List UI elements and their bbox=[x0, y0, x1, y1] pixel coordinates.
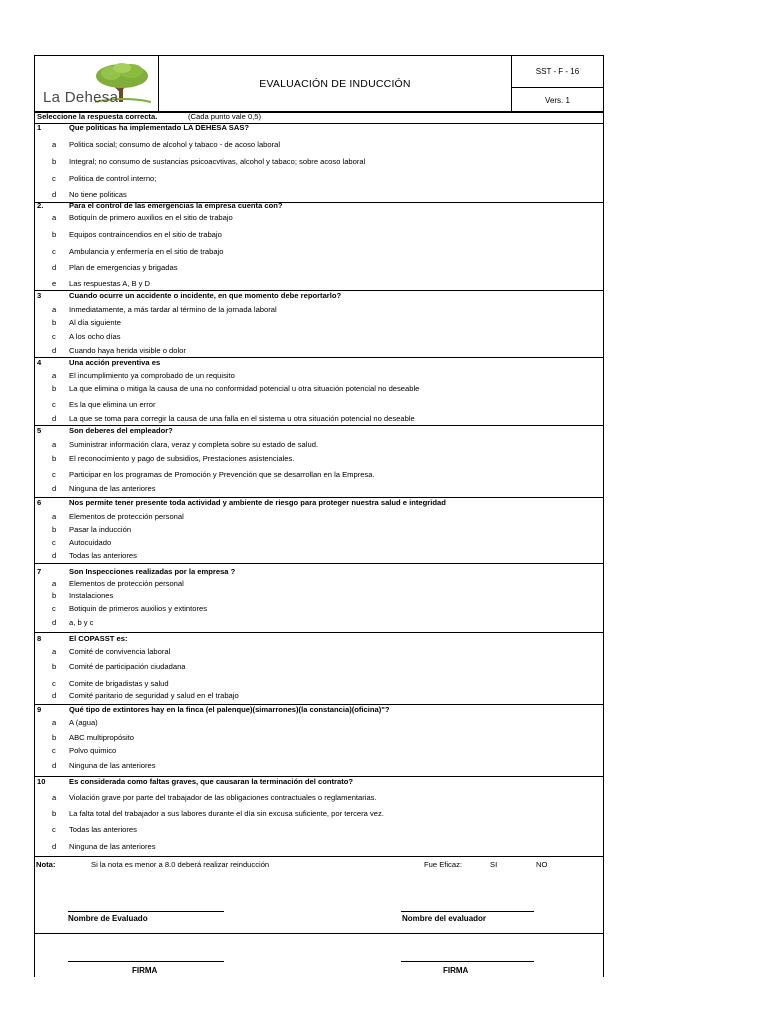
question-text: Que politicas ha implementado LA DEHESA SAS? bbox=[69, 123, 250, 132]
option-letter[interactable]: b bbox=[52, 733, 57, 742]
question-number: 9 bbox=[37, 705, 42, 714]
option-letter[interactable]: d bbox=[52, 414, 57, 423]
logo-text: La Dehesa bbox=[43, 89, 119, 106]
option-text[interactable]: No tiene politicas bbox=[69, 190, 127, 199]
option-text[interactable]: Ambulancia y enfermería en el sitio de trabajo bbox=[69, 247, 224, 256]
form-title: EVALUACIÓN DE INDUCCIÓN bbox=[159, 56, 512, 112]
option-letter[interactable]: a bbox=[52, 512, 57, 521]
firma-right-line[interactable] bbox=[401, 961, 534, 962]
option-letter[interactable]: c bbox=[52, 470, 56, 479]
question-number: 1 bbox=[37, 123, 42, 132]
option-text[interactable]: A los ocho días bbox=[69, 332, 121, 341]
question-text: Nos permite tener presente toda actividad y ambiente de riesgo para proteger nuestra salud e integridad bbox=[69, 498, 446, 507]
option-text[interactable]: Elementos de protección personal bbox=[69, 512, 184, 521]
option-text[interactable]: Botiquin de primeros auxilios y extintores bbox=[69, 604, 208, 613]
question-number: 6 bbox=[37, 498, 42, 507]
option-letter[interactable]: c bbox=[52, 332, 56, 341]
option-letter[interactable]: e bbox=[52, 279, 57, 288]
option-text[interactable]: Todas las anteriores bbox=[69, 551, 137, 560]
option-text[interactable]: ABC multipropósito bbox=[69, 733, 134, 742]
option-text[interactable]: Equipos contraincendios en el sitio de trabajo bbox=[69, 230, 222, 239]
question-text: El COPASST es: bbox=[69, 634, 128, 643]
nota-text: Si la nota es menor a 8.0 deberá realizar reinducción bbox=[91, 860, 270, 869]
option-letter[interactable]: c bbox=[52, 604, 56, 613]
question-number: 2. bbox=[37, 201, 44, 210]
option-letter[interactable]: b bbox=[52, 384, 57, 393]
option-letter[interactable]: c bbox=[52, 400, 56, 409]
option-letter[interactable]: b bbox=[52, 230, 57, 239]
question-text: Son Inspecciones realizadas por la empresa ? bbox=[69, 567, 236, 576]
option-letter[interactable]: a bbox=[52, 647, 57, 656]
logo-cell bbox=[35, 56, 159, 112]
evaluation-form bbox=[34, 55, 604, 977]
option-letter[interactable]: a bbox=[52, 371, 57, 380]
evaluador-label: Nombre del evaluador bbox=[402, 914, 487, 923]
nota-label: Nota: bbox=[36, 860, 56, 869]
option-text[interactable]: El incumplimiento ya comprobado de un requisito bbox=[69, 371, 235, 380]
option-text[interactable]: Todas las anteriores bbox=[69, 825, 137, 834]
option-text[interactable]: a, b y c bbox=[69, 618, 94, 627]
option-text[interactable]: Autocuidado bbox=[69, 538, 112, 547]
question-text: Para el control de las emergencias la empresa cuenta con? bbox=[69, 201, 283, 210]
evaluado-name-line[interactable] bbox=[68, 911, 224, 912]
question-text: Qué tipo de extintores hay en la finca (el palenque)(simarrones)(la constancia)(oficina)"? bbox=[69, 705, 390, 714]
option-text[interactable]: Suministrar información clara, veraz y completa sobre su estado de salud. bbox=[69, 440, 319, 449]
option-text[interactable]: A (agua) bbox=[69, 718, 98, 727]
option-text[interactable]: La falta total del trabajador a sus labores durante el día sin excusa suficiente, por tercera vez. bbox=[69, 809, 384, 818]
form-header bbox=[35, 55, 603, 113]
row-separator bbox=[35, 563, 603, 564]
option-letter[interactable]: d bbox=[52, 618, 57, 627]
option-letter[interactable]: d bbox=[52, 551, 57, 560]
option-text[interactable]: Comité paritario de seguridad y salud en el trabajo bbox=[69, 691, 239, 700]
option-text[interactable]: Plan de emergencias y brigadas bbox=[69, 263, 178, 272]
option-text[interactable]: Participar en los programas de Promoción y Prevención que se desarrollan en la Empresa. bbox=[69, 470, 375, 479]
form-code: SST - F - 16 bbox=[512, 56, 603, 88]
question-number: 7 bbox=[37, 567, 42, 576]
option-letter[interactable]: b bbox=[52, 318, 57, 327]
option-text[interactable]: La que se toma para corregir la causa de una falla en el sistema u otra situación potencial no deseable bbox=[69, 414, 415, 423]
eficaz-no[interactable]: NO bbox=[536, 860, 548, 869]
option-text[interactable]: Comité de convivencia laboral bbox=[69, 647, 171, 656]
evaluador-name-line[interactable] bbox=[401, 911, 534, 912]
option-letter[interactable]: a bbox=[52, 140, 57, 149]
option-text[interactable]: Pasar la inducción bbox=[69, 525, 132, 534]
firma-left-line[interactable] bbox=[68, 961, 224, 962]
option-letter[interactable]: c bbox=[52, 679, 56, 688]
option-letter[interactable]: b bbox=[52, 591, 57, 600]
option-text[interactable]: Botiquín de primero auxilios en el sitio de trabajo bbox=[69, 213, 233, 222]
option-text[interactable]: Cuando haya herida visible o dolor bbox=[69, 346, 186, 355]
option-letter[interactable]: d bbox=[52, 484, 57, 493]
question-number: 4 bbox=[37, 358, 42, 367]
option-text[interactable]: Politica social; consumo de alcohol y tabaco - de acoso laboral bbox=[69, 140, 281, 149]
option-text[interactable]: Ninguna de las anteriores bbox=[69, 842, 156, 851]
evaluado-label: Nombre de Evaluado bbox=[68, 914, 148, 923]
option-letter[interactable]: a bbox=[52, 213, 57, 222]
option-text[interactable]: Al día siguiente bbox=[69, 318, 121, 327]
option-letter[interactable]: a bbox=[52, 718, 57, 727]
option-letter[interactable]: d bbox=[52, 761, 57, 770]
option-letter[interactable]: c bbox=[52, 746, 56, 755]
eficaz-label: Fue Eficaz: bbox=[424, 860, 462, 869]
option-text[interactable]: Ninguna de las anteriores bbox=[69, 761, 156, 770]
question-text: Cuando ocurre un accidente o incidente, en que momento debe reportarlo? bbox=[69, 291, 342, 300]
option-text[interactable]: Instalaciones bbox=[69, 591, 114, 600]
question-number: 10 bbox=[37, 777, 46, 786]
option-letter[interactable]: b bbox=[52, 525, 57, 534]
option-letter[interactable]: b bbox=[52, 157, 57, 166]
question-number: 8 bbox=[37, 634, 42, 643]
row-separator bbox=[35, 632, 603, 633]
option-letter[interactable]: a bbox=[52, 305, 57, 314]
option-letter[interactable]: b bbox=[52, 809, 57, 818]
option-text[interactable]: Ninguna de las anteriores bbox=[69, 484, 156, 493]
option-text[interactable]: Politica de control interno; bbox=[69, 174, 157, 183]
option-letter[interactable]: a bbox=[52, 440, 57, 449]
option-text[interactable]: El reconocimiento y pago de subsidios, Prestaciones asistenciales. bbox=[69, 454, 295, 463]
question-number: 5 bbox=[37, 426, 42, 435]
option-text[interactable]: Integral; no consumo de sustancias psicoacvtivas, alcohol y tabaco; sobre acoso laboral bbox=[69, 157, 366, 166]
option-text[interactable]: Es la que elimina un error bbox=[69, 400, 156, 409]
row-separator bbox=[35, 856, 603, 857]
option-letter[interactable]: b bbox=[52, 454, 57, 463]
option-text[interactable]: La que elimina o mitiga la causa de una no conformidad potencial u otra situación potencial no deseable bbox=[69, 384, 420, 393]
option-text[interactable]: Elementos de protección personal bbox=[69, 579, 184, 588]
instruction-text: Seleccione la respuesta correcta. bbox=[37, 112, 158, 121]
instruction-note: (Cada punto vale 0,5) bbox=[188, 112, 262, 121]
option-text[interactable]: Polvo quimico bbox=[69, 746, 117, 755]
option-text[interactable]: Inmediatamente, a más tardar al término de la jornada laboral bbox=[69, 305, 277, 314]
option-text[interactable]: Comite de brigadistas y salud bbox=[69, 679, 169, 688]
option-letter[interactable]: d bbox=[52, 190, 57, 199]
eficaz-si[interactable]: SI bbox=[490, 860, 498, 869]
firma-left-label: FIRMA bbox=[132, 966, 158, 975]
firma-right-label: FIRMA bbox=[443, 966, 469, 975]
option-letter[interactable]: a bbox=[52, 579, 57, 588]
form-version: Vers. 1 bbox=[545, 95, 570, 105]
option-text[interactable]: Comité de participación ciudadana bbox=[69, 662, 186, 671]
option-letter[interactable]: d bbox=[52, 842, 57, 851]
option-letter[interactable]: b bbox=[52, 662, 57, 671]
option-letter[interactable]: c bbox=[52, 174, 56, 183]
option-letter[interactable]: d bbox=[52, 691, 57, 700]
question-text: Son deberes del empleador? bbox=[69, 426, 173, 435]
option-letter[interactable]: d bbox=[52, 263, 57, 272]
option-letter[interactable]: c bbox=[52, 825, 56, 834]
question-text: Es considerada como faltas graves, que causaran la terminación del contrato? bbox=[69, 777, 354, 786]
option-text[interactable]: Las respuestas A, B y D bbox=[69, 279, 151, 288]
question-number: 3 bbox=[37, 291, 42, 300]
option-letter[interactable]: d bbox=[52, 346, 57, 355]
divider bbox=[35, 933, 603, 934]
option-letter[interactable]: c bbox=[52, 538, 56, 547]
option-letter[interactable]: c bbox=[52, 247, 56, 256]
option-letter[interactable]: a bbox=[52, 793, 57, 802]
question-text: Una acción preventiva es bbox=[69, 358, 161, 367]
option-text[interactable]: Violación grave por parte del trabajador de las obligaciones contractuales o reglamentarias. bbox=[69, 793, 377, 802]
